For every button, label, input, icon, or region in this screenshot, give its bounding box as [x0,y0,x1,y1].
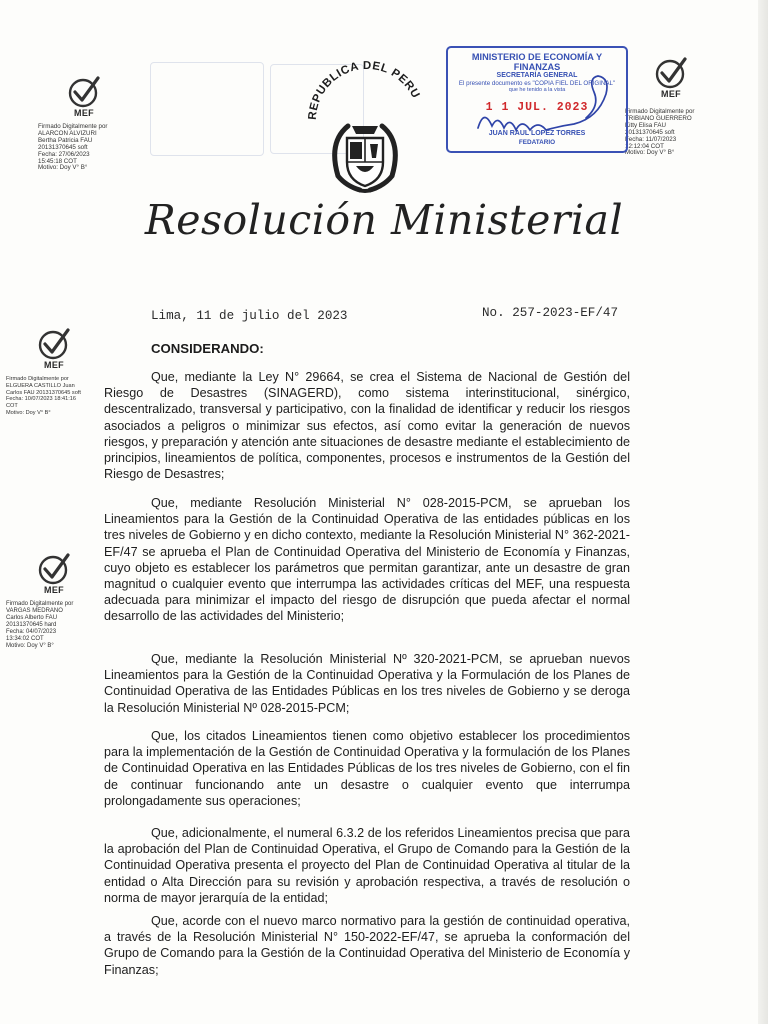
paragraph-6: Que, acorde con el nuevo marco normativo para la gestión de continuidad operativa, a través de la Resolución Ministerial N° 150-2022-EF/47, se aprueba la conformación del Grupo de Comando para la Gestión de la Continuidad Operativa del Ministerio de Economía y Finanzas; [104,914,630,977]
signature-line: 12:12:04 COT [625,142,664,150]
stamp-ministry: MINISTERIO DE ECONOMÍA Y FINANZAS [471,52,603,72]
signature-line: Bertha Patricia FAU [38,136,93,144]
signature-line: Motivo: Doy V° B° [6,643,54,649]
place-date: Lima, 11 de julio del 2023 [151,309,348,323]
mef-label: MEF [44,360,64,370]
signature-line: Firmado Digitalmente por [6,601,74,607]
stamp-note-2: que he tenido a la vista [508,87,566,93]
signature-line: ELGUERA CASTILLO Juan [6,382,75,389]
check-circle-icon [66,74,102,110]
digital-signature-1 [38,74,107,172]
mef-label: MEF [661,89,681,99]
digital-signature-3 [6,326,81,417]
signature-line: Firmado Digitalmente por [38,123,108,130]
signature-line: Fecha: 11/07/2023 [625,135,677,143]
mef-seal [62,74,106,118]
check-circle-icon [653,55,689,91]
mef-seal [32,326,76,370]
signature-line: Motivo: Doy V° B° [6,409,51,416]
arc-text: REPUBLICA DEL PERU [306,59,422,121]
certification-stamp [446,46,628,153]
signature-line: Motivo: Doy V° B° [625,149,675,157]
signature-line: Carlos FAU 20131370645 soft [6,389,81,396]
paragraph-2: Que, mediante Resolución Ministerial N° 028-2015-PCM, se aprueban los Lineamientos para la Gestión de la Continuidad Operativa de las entidades públicas en los tres niveles de Gobierno y en dicho contexto, mediante la Resolución Ministerial N° 362-2021-EF/47 se aprueba el Plan de Continuidad Operativa del Ministerio de Economía y Finanzas, cuyo objeto es establecer los parámetros que permitan garantizar, ante un desastre de gran magnitud o cualquier evento que interrumpa las actividades críticas del MEF, una respuesta adecuada para minimizar el impacto del riesgo de disrupción que pueda afectar el normal desarrollo de las actividades del Ministerio; [104,496,630,624]
stamp-note: El presente documento es "COPIA FIEL DEL ORIGINAL" [458,80,616,87]
faded-stamp-left [150,62,264,156]
paragraph-4: Que, los citados Lineamientos tienen como objetivo establecer los procedimientos para la implementación de la Gestión de Continuidad Operativa y la formulación de los Planes de Continuidad Operativa en las Entidades Públicas de los tres niveles de Gobierno, con el fin de continuar funcionando ante un desastre o cualquier evento que interrumpa prolongadamente sus operaciones; [104,729,630,808]
paragraph-1: Que, mediante la Ley N° 29664, se crea el Sistema de Nacional de Gestión del Riesgo de Desastres (SINAGERD), como sistema interinstitucional, sinérgico, descentralizado, transversal y participativo, con la finalidad de identificar y reducir los riesgos asociados a peligros o minimizar sus efectos, así como evitar la generación de nuevos riesgos, y preparación y atención ante situaciones de desastre mediante el establecimiento de principios, lineamientos de política, componentes, procesos e instrumentos de la Gestión del Riesgo de Desastres; [104,370,630,482]
coat-of-arms [300,58,430,198]
signature-details [38,124,107,172]
signature-line: 15:45:18 COT [38,157,77,165]
signature-line: ALARCON ALVIZURI [38,129,97,137]
signature-line: 20131370645 hard [6,622,57,628]
check-circle-icon [36,326,72,362]
stamp-officer: JUAN RAUL LOPEZ TORRES [488,130,586,137]
digital-signature-2 [625,55,694,157]
document-title: Resolución Ministerial [144,196,624,244]
peru-coat-of-arms-icon [300,58,430,198]
check-circle-icon [36,551,72,587]
signature-details [6,601,76,650]
resolution-number: No. 257-2023-EF/47 [482,306,619,320]
signature-details [625,109,694,157]
digital-signature-4 [6,551,76,650]
signature-details [6,376,81,417]
signature-line: TRIBIANO GUERRERO [625,114,692,122]
section-heading: CONSIDERANDO: [151,341,264,356]
signature-line: Fecha: 10/07/2023 18:41:16 [6,396,76,403]
signature-line: Firmado Digitalmente por [625,108,695,115]
paragraph-3: Que, mediante la Resolución Ministerial Nº 320-2021-PCM, se aprueban nuevos Lineamientos para la Gestión de la Continuidad Operativa y la Formulación de los Planes de Continuidad Operativa de las Entidades Públicas en los tres niveles de Gobierno y se deroga la Resolución Ministerial Nº 028-2015-PCM; [104,652,630,715]
signature-line: COT [6,403,18,410]
signature-line: 13:34:02 COT [6,636,44,642]
signature-line: Fecha: 04/07/2023 [6,629,57,635]
signature-line: 20131370645 soft [625,128,675,136]
signature-line: Carlos Alberto FAU [6,615,58,621]
signature-line: Firmado Digitalmente por [6,376,69,382]
mef-label: MEF [44,585,64,595]
signature-line: VARGAS MEDRANO [6,608,63,614]
mef-seal [32,551,76,595]
signature-line: 20131370645 soft [38,143,88,151]
signature-line: Kitty Elisa FAU [625,121,666,129]
mef-label: MEF [74,108,94,118]
mef-seal [649,55,693,99]
stamp-office: SECRETARÍA GENERAL [496,72,578,79]
page-edge-shadow [758,0,768,1024]
signature-line: Fecha: 27/06/2023 [38,150,90,158]
stamp-date: 1 1 JUL. 2023 [485,101,589,114]
signature-line: Motivo: Doy V° B° [38,164,88,172]
paragraph-5: Que, adicionalmente, el numeral 6.3.2 de los referidos Lineamientos precisa que para la aprobación del Plan de Continuidad Operativa, el Grupo de Comando para la Gestión de la Continuidad Operativa presenta el proyecto del Plan de Continuidad Operativa al titular de la entidad o Alta Dirección para su revisión y aprobación respectiva, a través de resolución o norma de mayor jerarquía de la entidad; [104,826,630,905]
stamp-role: FEDATARIO [518,139,556,146]
